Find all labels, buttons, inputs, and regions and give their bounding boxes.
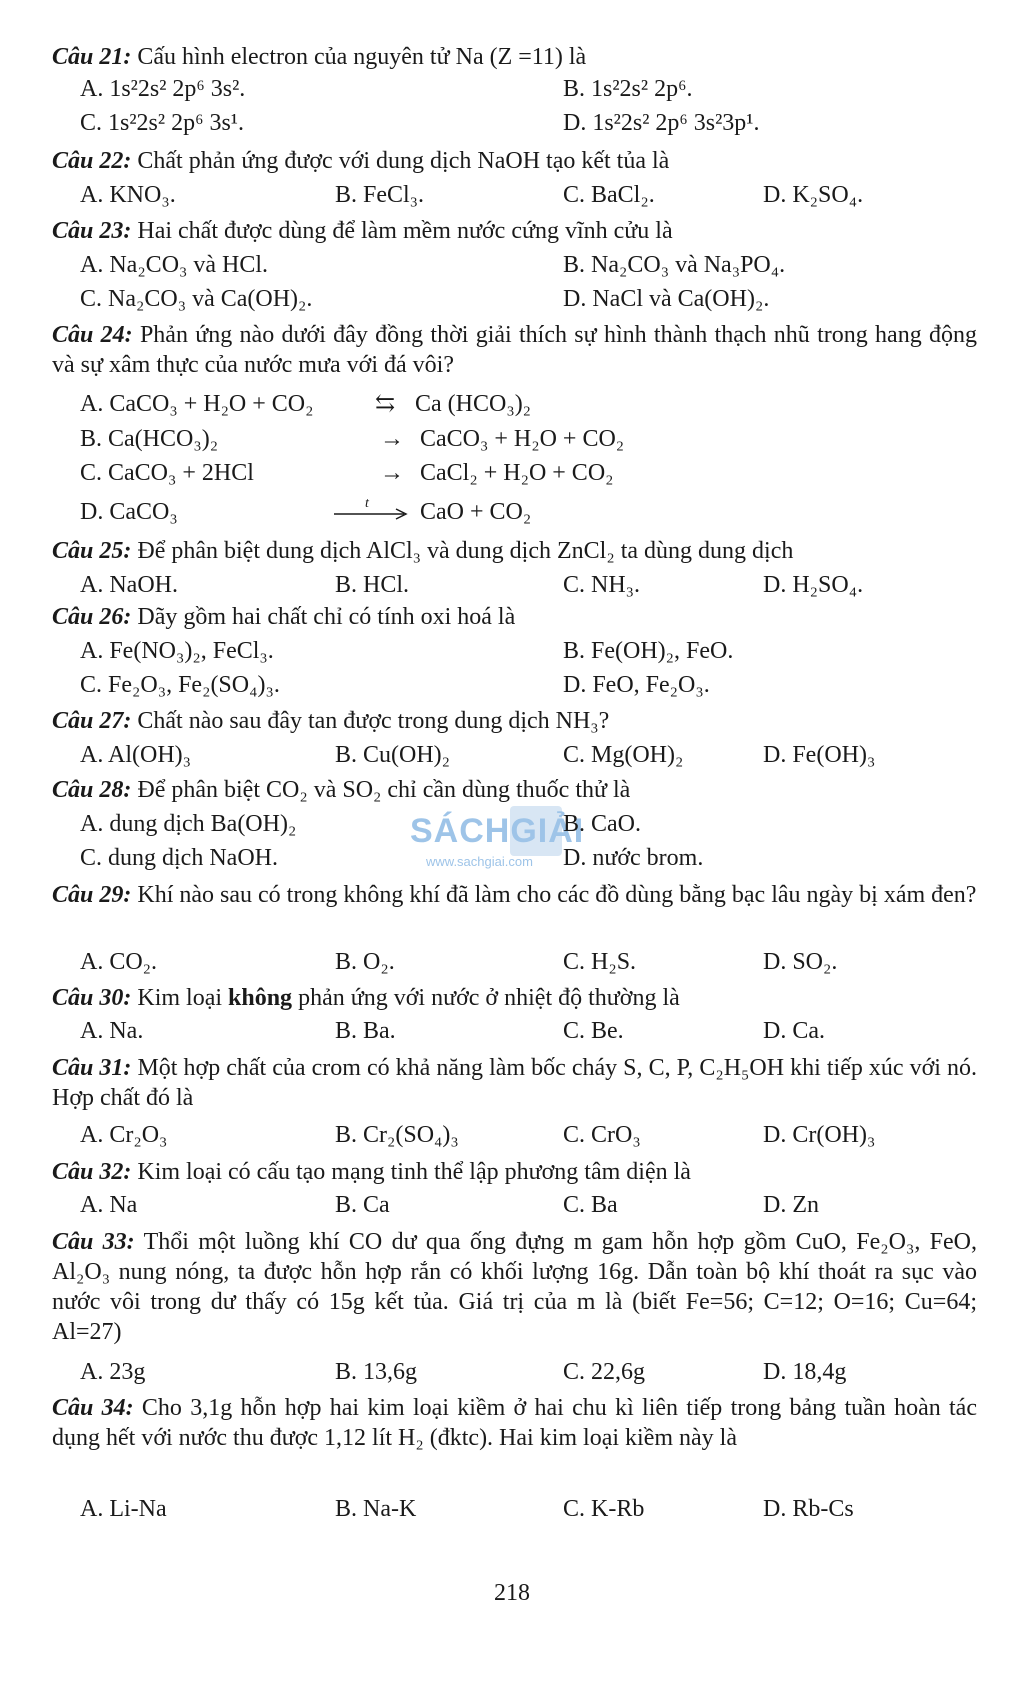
arrow-icon: →: [380, 460, 404, 486]
question-32: [52, 1157, 691, 1187]
question-text: Cấu hình electron của nguyên tử Na (Z =11) là: [131, 44, 587, 70]
option-d: D. H₂SO₄.: [763, 572, 864, 598]
option-b: B. Ba.: [335, 1018, 396, 1044]
option-a: A. Na.: [80, 1018, 144, 1044]
question-27: [52, 706, 609, 736]
question-text: Để phân biệt CO₂ và SO₂ chỉ cần dùng thuốc thử là: [131, 777, 631, 803]
question-label: Câu 31:: [52, 1055, 132, 1081]
question-label: Câu 30:: [52, 985, 132, 1011]
option-d: D. nước brom.: [563, 845, 704, 871]
watermark-url: www.sachgiai.com: [426, 854, 533, 869]
option-b: B. Na-K: [335, 1496, 417, 1522]
option-a: A. CO₂.: [80, 949, 158, 975]
reaction-d-left: D. CaCO₃: [80, 499, 178, 525]
question-28: [52, 775, 630, 805]
question-text: Kim loại có cấu tạo mạng tinh thể lập phương tâm diện là: [131, 1159, 691, 1185]
option-c: C. Fe₂O₃, Fe₂(SO₄)₃.: [80, 672, 280, 698]
option-a: A. Na: [80, 1192, 138, 1218]
option-d: D. SO₂.: [763, 949, 838, 975]
question-text: Khí nào sau có trong không khí đã làm cho các đồ dùng bằng bạc lâu ngày bị xám đen?: [131, 882, 977, 908]
question-text: Dãy gồm hai chất chỉ có tính oxi hoá là: [131, 604, 516, 630]
question-label: Câu 26:: [52, 604, 132, 630]
option-c: C. 22,6g: [563, 1359, 646, 1385]
option-c: C. BaCl₂.: [563, 182, 655, 208]
option-c: C. Na₂CO₃ và Ca(OH)₂.: [80, 286, 313, 312]
question-text-post: phản ứng với nước ở nhiệt độ thường là: [292, 985, 680, 1011]
reaction-a-left: A. CaCO₃ + H₂O + CO₂: [80, 391, 314, 417]
question-21: [52, 42, 586, 72]
option-d: D. 1s²2s² 2p⁶ 3s²3p¹.: [563, 110, 760, 136]
reaction-b-left: B. Ca(HCO₃)₂: [80, 426, 219, 452]
option-d: D. Rb-Cs: [763, 1496, 854, 1522]
question-label: Câu 29:: [52, 882, 132, 908]
heat-arrow-icon: [332, 494, 412, 524]
watermark-brand: SÁCHGIẢI: [410, 812, 585, 850]
question-label: Câu 24:: [52, 322, 133, 348]
heat-label: t: [365, 496, 369, 511]
option-b: B. Cr₂(SO₄)₃: [335, 1122, 459, 1148]
option-c: C. NH₃.: [563, 572, 641, 598]
option-c: C. CrO₃: [563, 1122, 641, 1148]
question-31: [52, 1053, 977, 1113]
question-label: Câu 27:: [52, 708, 132, 734]
question-text: Hai chất được dùng để làm mềm nước cứng vĩnh cửu là: [131, 218, 673, 244]
option-d: D. NaCl và Ca(OH)₂.: [563, 286, 770, 312]
option-d: D. Zn: [763, 1192, 819, 1218]
question-text: Để phân biệt dung dịch AlCl₃ và dung dịch ZnCl₂ ta dùng dung dịch: [131, 538, 794, 564]
question-label: Câu 22:: [52, 148, 132, 174]
question-text: Cho 3,1g hỗn hợp hai kim loại kiềm ở hai chu kì liên tiếp trong bảng tuần hoàn tác dụng hết với nước thu được 1,12 lít H₂ (đktc). Hai kim loại kiềm này là: [52, 1395, 977, 1451]
option-a: A. NaOH.: [80, 572, 178, 598]
arrow-icon: →: [380, 426, 404, 452]
option-d: D. Cr(OH)₃: [763, 1122, 876, 1148]
question-label: Câu 25:: [52, 538, 132, 564]
option-b: B. Ca: [335, 1192, 390, 1218]
option-b: B. 13,6g: [335, 1359, 418, 1385]
question-30: [52, 983, 680, 1013]
option-a: A. Cr₂O₃: [80, 1122, 168, 1148]
question-label: Câu 21:: [52, 44, 132, 70]
reaction-c-left: C. CaCO₃ + 2HCl: [80, 460, 254, 486]
option-c: C. dung dịch NaOH.: [80, 845, 278, 871]
equilibrium-arrow-icon: ⇆: [375, 391, 396, 417]
question-24: [52, 320, 977, 380]
option-d: D. FeO, Fe₂O₃.: [563, 672, 710, 698]
option-a: A. Al(OH)₃: [80, 742, 192, 768]
option-d: D. K₂SO₄.: [763, 182, 864, 208]
question-25: [52, 536, 793, 566]
option-d: D. Ca.: [763, 1018, 825, 1044]
option-c: C. Ba: [563, 1192, 618, 1218]
question-text: Chất nào sau đây tan được trong dung dịch NH₃?: [131, 708, 610, 734]
option-a: A. 23g: [80, 1359, 146, 1385]
option-d: D. 18,4g: [763, 1359, 847, 1385]
reaction-c-right: CaCl₂ + H₂O + CO₂: [420, 460, 614, 486]
option-b: B. HCl.: [335, 572, 410, 598]
option-c: C. H₂S.: [563, 949, 637, 975]
question-26: [52, 602, 515, 632]
option-b: B. Cu(OH)₂: [335, 742, 451, 768]
question-text-emphasis: không: [228, 985, 293, 1011]
question-label: Câu 28:: [52, 777, 132, 803]
reaction-b-right: CaCO₃ + H₂O + CO₂: [420, 426, 625, 452]
option-c: C. Be.: [563, 1018, 624, 1044]
question-label: Câu 23:: [52, 218, 132, 244]
question-label: Câu 33:: [52, 1229, 135, 1255]
page-number: 218: [494, 1580, 530, 1606]
question-text: Một hợp chất của crom có khả năng làm bốc cháy S, C, P, C₂H₅OH khi tiếp xúc với nó. Hợp chất đó là: [52, 1055, 977, 1111]
option-b: B. O₂.: [335, 949, 395, 975]
option-a: A. dung dịch Ba(OH)₂: [80, 811, 297, 837]
question-22: [52, 146, 669, 176]
option-b: B. FeCl₃.: [335, 182, 425, 208]
question-label: Câu 32:: [52, 1159, 132, 1185]
option-c: C. 1s²2s² 2p⁶ 3s¹.: [80, 110, 244, 136]
option-a: A. 1s²2s² 2p⁶ 3s².: [80, 76, 246, 102]
option-c: C. K-Rb: [563, 1496, 645, 1522]
question-label: Câu 34:: [52, 1395, 134, 1421]
reaction-a-right: Ca (HCO₃)₂: [415, 391, 532, 417]
option-a: A. Li-Na: [80, 1496, 167, 1522]
option-b: B. 1s²2s² 2p⁶.: [563, 76, 693, 102]
option-a: A. Fe(NO₃)₂, FeCl₃.: [80, 638, 274, 664]
question-23: [52, 216, 673, 246]
option-b: B. Fe(OH)₂, FeO.: [563, 638, 734, 664]
option-b: B. CaO.: [563, 811, 641, 837]
option-a: A. Na₂CO₃ và HCl.: [80, 252, 269, 278]
question-33: [52, 1227, 977, 1347]
question-34: [52, 1393, 977, 1453]
question-text: Thổi một luồng khí CO dư qua ống đựng m gam hỗn hợp gồm CuO, Fe₂O₃, FeO, Al₂O₃ nung nóng, ta được hỗn hợp rắn có khối lượng 16g. Dẫn toàn bộ khí thoát ra sục vào nước vôi trong dư thấy có 15g kết tủa. Giá trị của m là (biết Fe=56; C=12; O=16; Cu=64; Al=27): [52, 1229, 977, 1345]
question-29: [52, 880, 977, 910]
reaction-d-right: CaO + CO₂: [420, 499, 532, 525]
question-text-pre: Kim loại: [131, 985, 229, 1011]
question-text: Chất phản ứng được với dung dịch NaOH tạo kết tủa là: [131, 148, 670, 174]
option-d: D. Fe(OH)₃: [763, 742, 876, 768]
option-c: C. Mg(OH)₂: [563, 742, 684, 768]
question-text: Phản ứng nào dưới đây đồng thời giải thích sự hình thành thạch nhũ trong hang động và sự xâm thực của nước mưa với đá vôi?: [52, 322, 977, 378]
option-a: A. KNO₃.: [80, 182, 176, 208]
option-b: B. Na₂CO₃ và Na₃PO₄.: [563, 252, 786, 278]
